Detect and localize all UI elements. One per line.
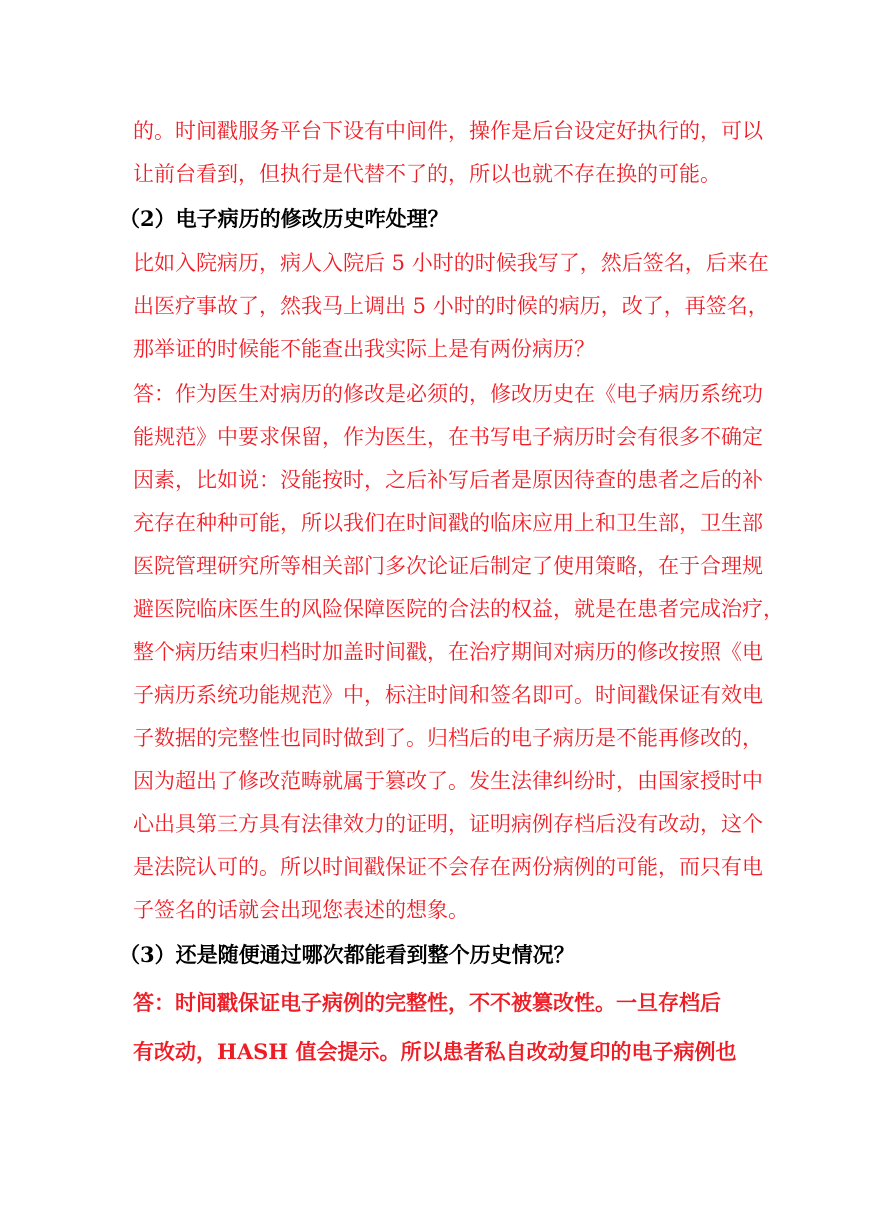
q2-answer-line-11: 心出具第三方具有法律效力的证明，证明病例存档后没有改动，这个: [133, 812, 763, 836]
q2-answer-line-9: 子数据的完整性也同时做到了。归档后的电子病历是不能再修改的，: [133, 726, 763, 750]
q2-heading: （2）电子病历的修改历史咋处理？: [119, 206, 449, 231]
q2-answer-line-1: 答：作为医生对病历的修改是必须的，修改历史在《电子病历系统功: [133, 382, 763, 406]
q2-question-line-3: 那举证的时候能不能查出我实际上是有两份病历？: [133, 337, 595, 361]
intro-line-2: 让前台看到，但执行是代替不了的，所以也就不存在换的可能。: [133, 162, 721, 186]
document-page: [119, 110, 784, 1076]
q2-answer-line-7: 整个病历结束归档时加盖时间戳，在治疗期间对病历的修改按照《电: [133, 640, 763, 664]
q2-answer-line-12: 是法院认可的。所以时间戳保证不会存在两份病例的可能，而只有电: [133, 855, 763, 879]
q2-answer-line-2: 能规范》中要求保留，作为医生，在书写电子病历时会有很多不确定: [133, 425, 763, 449]
q2-answer-line-8: 子病历系统功能规范》中，标注时间和签名即可。时间戳保证有效电: [133, 683, 763, 707]
q2-answer-line-4: 充存在种种可能，所以我们在时间戳的临床应用上和卫生部，卫生部: [133, 511, 763, 535]
q2-answer-line-3: 因素，比如说：没能按时，之后补写后者是原因待查的患者之后的补: [133, 468, 763, 492]
q2-answer-line-5: 医院管理研究所等相关部门多次论证后制定了使用策略，在于合理规: [133, 554, 763, 578]
q2-answer-line-13: 子签名的话就会出现您表述的想象。: [133, 898, 469, 922]
q3-heading: （3）还是随便通过哪次都能看到整个历史情况？: [119, 942, 575, 967]
q2-question-line-1: 比如入院病历，病人入院后 5 小时的时候我写了，然后签名，后来在: [133, 251, 769, 275]
q3-answer-line-1: 答：时间戳保证电子病例的完整性，不不被篡改性。一旦存档后: [133, 990, 721, 1015]
q2-answer-line-10: 因为超出了修改范畴就属于篡改了。发生法律纠纷时，由国家授时中: [133, 769, 763, 793]
intro-line-1: 的。时间戳服务平台下设有中间件，操作是后台设定好执行的，可以: [133, 119, 763, 143]
q2-question-line-2: 出医疗事故了，然我马上调出 5 小时的时候的病历，改了，再签名，: [133, 294, 769, 318]
q3-answer-line-2: 有改动，HASH 值会提示。所以患者私自改动复印的电子病例也: [133, 1039, 737, 1064]
q2-answer-line-6: 避医院临床医生的风险保障医院的合法的权益，就是在患者完成治疗，: [133, 597, 784, 621]
